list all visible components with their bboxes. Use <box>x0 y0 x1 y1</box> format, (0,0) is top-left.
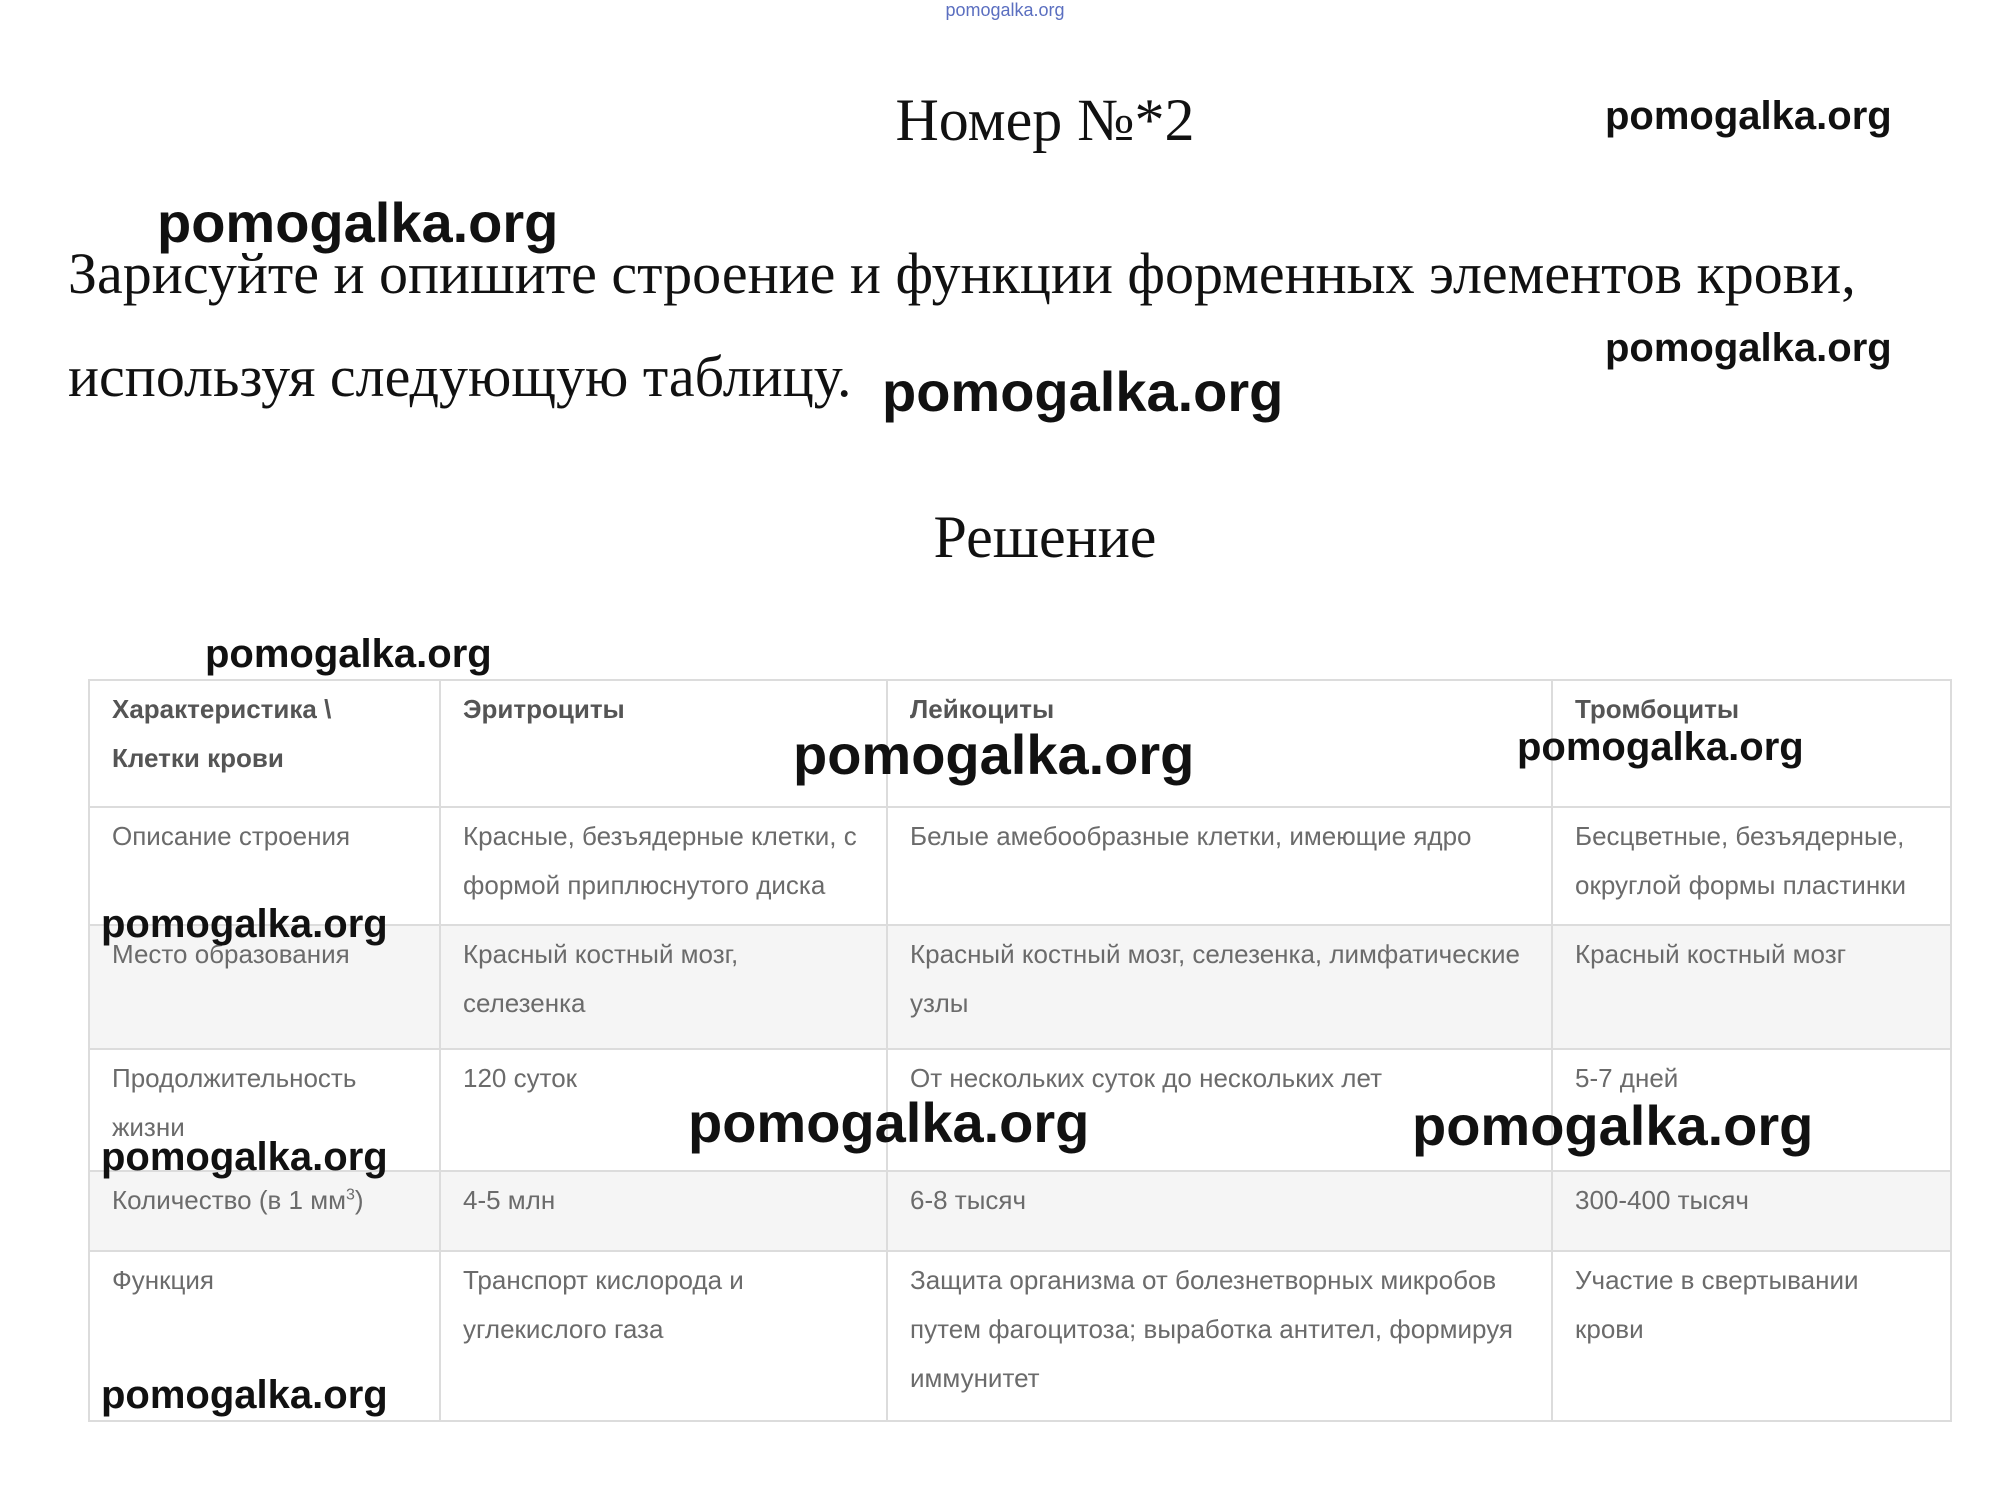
watermark-text: pomogalka.org <box>101 1135 388 1179</box>
table-cell: 4-5 млн <box>440 1171 887 1251</box>
site-mark: pomogalka.org <box>945 0 1065 20</box>
watermark-text: pomogalka.org <box>793 723 1195 786</box>
watermark-text: pomogalka.org <box>157 191 559 254</box>
watermark-text: pomogalka.org <box>101 1373 388 1417</box>
table-cell: Красный костный мозг <box>1552 925 1951 1049</box>
header-characteristic-line-1: Характеристика \ <box>112 694 332 724</box>
table-cell: Транспорт кислорода и углекислого газа <box>440 1251 887 1421</box>
table-cell: Красный костный мозг, селезенка, лимфатические узлы <box>887 925 1552 1049</box>
task-question-line-1: Зарисуйте и опишите строение и функции форменных элементов крови, <box>68 241 1856 306</box>
task-question-line-2: используя следующую таблицу. <box>68 344 852 409</box>
table-cell: От нескольких суток до нескольких лет <box>887 1049 1552 1171</box>
header-cell-leukocytes: Лейкоциты <box>887 680 1552 807</box>
row-label-cell: Описание строения <box>89 807 440 925</box>
solution-heading: Решение <box>933 504 1157 570</box>
quantity-label: Количество (в 1 мм <box>112 1185 346 1215</box>
watermark-text: pomogalka.org <box>882 360 1284 423</box>
header-cell-erythrocytes: Эритроциты <box>440 680 887 807</box>
watermark-text: pomogalka.org <box>688 1091 1090 1154</box>
table-cell: Белые амебообразные клетки, имеющие ядро <box>887 807 1552 925</box>
task-title: Номер №*2 <box>895 87 1195 153</box>
table-cell: 300-400 тысяч <box>1552 1171 1951 1251</box>
table-cell: Бесцветные, безъядерные, округлой формы пластинки <box>1552 807 1951 925</box>
unit-exponent: 3 <box>345 1186 355 1204</box>
header-characteristic-line-2: Клетки крови <box>112 743 284 773</box>
table-cell: 6-8 тысяч <box>887 1171 1552 1251</box>
row-label-cell: Место образования <box>89 925 440 1049</box>
table-cell: 120 суток <box>440 1049 887 1171</box>
watermark-text: pomogalka.org <box>1412 1094 1814 1157</box>
watermark-text: pomogalka.org <box>101 902 388 946</box>
header-cell-thrombocytes: Тромбоциты <box>1552 680 1951 807</box>
table-cell: Красный костный мозг, селезенка <box>440 925 887 1049</box>
quantity-label-close: ) <box>354 1185 364 1215</box>
row-label-cell: Продолжительность жизни <box>89 1049 440 1171</box>
watermark-text: pomogalka.org <box>1517 725 1804 769</box>
table-cell: Участие в свертывании крови <box>1552 1251 1951 1421</box>
table-row <box>89 1171 1951 1251</box>
watermark-text: pomogalka.org <box>1605 94 1892 138</box>
blood-cells-table <box>88 679 1952 1422</box>
table-cell: 5-7 дней <box>1552 1049 1951 1171</box>
watermark-text: pomogalka.org <box>1605 326 1892 370</box>
watermark-text: pomogalka.org <box>205 632 492 676</box>
table-cell: Красные, безъядерные клетки, с формой приплюснутого диска <box>440 807 887 925</box>
row-label-cell <box>89 1171 440 1251</box>
table-cell: Защита организма от болезнетворных микробов путем фагоцитоза; выработка антител, формируя иммунитет <box>887 1251 1552 1421</box>
header-cell-characteristic <box>89 680 440 807</box>
row-label-cell: Функция <box>89 1251 440 1421</box>
